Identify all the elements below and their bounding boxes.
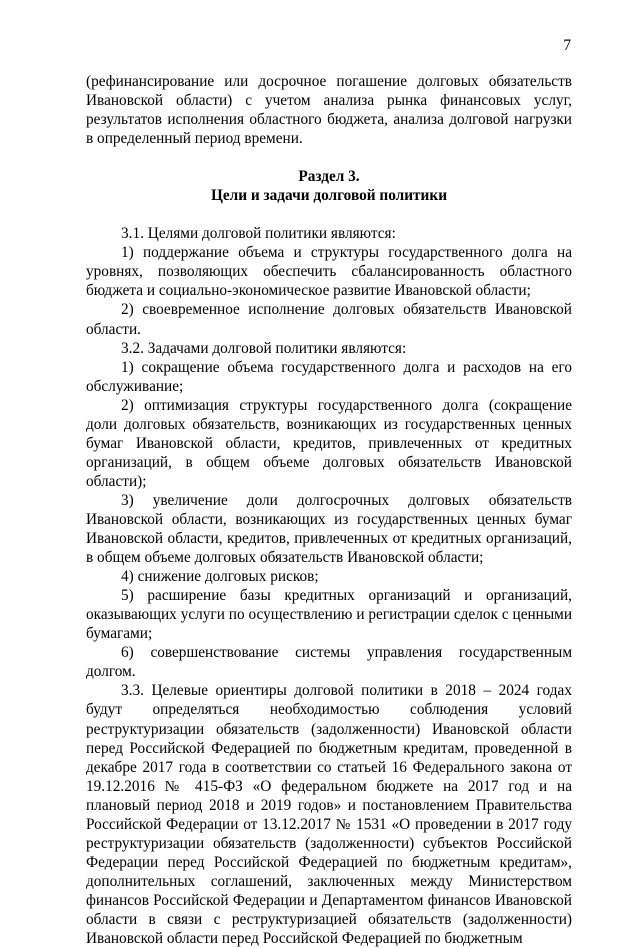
- task-item-3: 3) увеличение доли долгосрочных долговых обязательств Ивановской области, возникающих из государственных ценных бумаг Ивановской области, кредитов, привлеченных от кредитных организаций, в общем объеме долговых обязательств Ивановской области;: [86, 491, 572, 567]
- paragraph-3-1: 3.1. Целями долговой политики являются:: [121, 225, 396, 243]
- task-item-5: 5) расширение базы кредитных организаций и организаций, оказывающих услуги по осуществлению и регистрации сделок с ценными бумагами;: [86, 587, 572, 643]
- goal-item-2: 2) своевременное исполнение долговых обязательств Ивановской области.: [86, 301, 572, 338]
- intro-paragraph: (рефинансирование или досрочное погашение долговых обязательств Ивановской области) с учетом анализа рынка финансовых услуг, результатов исполнения областного бюджета, анализа долговой нагрузки в определенный период времени.: [86, 73, 572, 148]
- paragraph-3-3: 3.3. Целевые ориентиры долговой политики в 2018 – 2024 годах будут определяться необходимостью соблюдения условий реструктуризации обязательств (задолженности) Ивановской области перед Российской Федерацией по бюджетным кредитам, проведенной в декабре 2017 года в соответствии со статьей 16 Федерального закона от 19.12.2016 № 415-ФЗ «О федеральном бюджете на 2017 год и на плановый период 2018 и 2019 годов» и постановлением Правительства Российской Федерации от 13.12.2017 № 1531 «О проведении в 2017 году реструктуризации обязательств (задолженности) субъектов Российской Федерации перед Российской Федерацией по бюджетным кредитам», дополнительных соглашений, заключенных между Министерством финансов Российской Федерации и Департаментом финансов Ивановской области в связи с реструктуризацией обязательств (задолженности) Ивановской области перед Российской Федерацией по бюджетным: [86, 682, 572, 948]
- paragraph-3-2: 3.2. Задачами долговой политики являются:: [121, 339, 407, 357]
- task-item-2: 2) оптимизация структуры государственного долга (сокращение доли долговых обязательств, возникающих из государственных ценных бумаг Ивановской области, кредитов, привлеченных от кредитных организаций, в общем объеме долговых обязательств Ивановской области);: [86, 396, 572, 490]
- task-item-1: 1) сокращение объема государственного долга и расходов на его обслуживание;: [86, 358, 572, 395]
- section-number: Раздел 3.: [298, 168, 360, 186]
- task-item-4: 4) снижение долговых рисков;: [121, 568, 319, 586]
- goal-item-1: 1) поддержание объема и структуры государственного долга на уровнях, позволяющих обеспечить сбалансированность областного бюджета и социально-экономическое развитие Ивановской области;: [86, 244, 572, 300]
- task-item-6: 6) совершенствование системы управления государственным долгом.: [86, 644, 572, 681]
- section-title: Цели и задачи долговой политики: [210, 187, 448, 205]
- page-number: 7: [563, 37, 571, 54]
- document-body: [86, 72, 572, 948]
- section-heading: [86, 167, 572, 205]
